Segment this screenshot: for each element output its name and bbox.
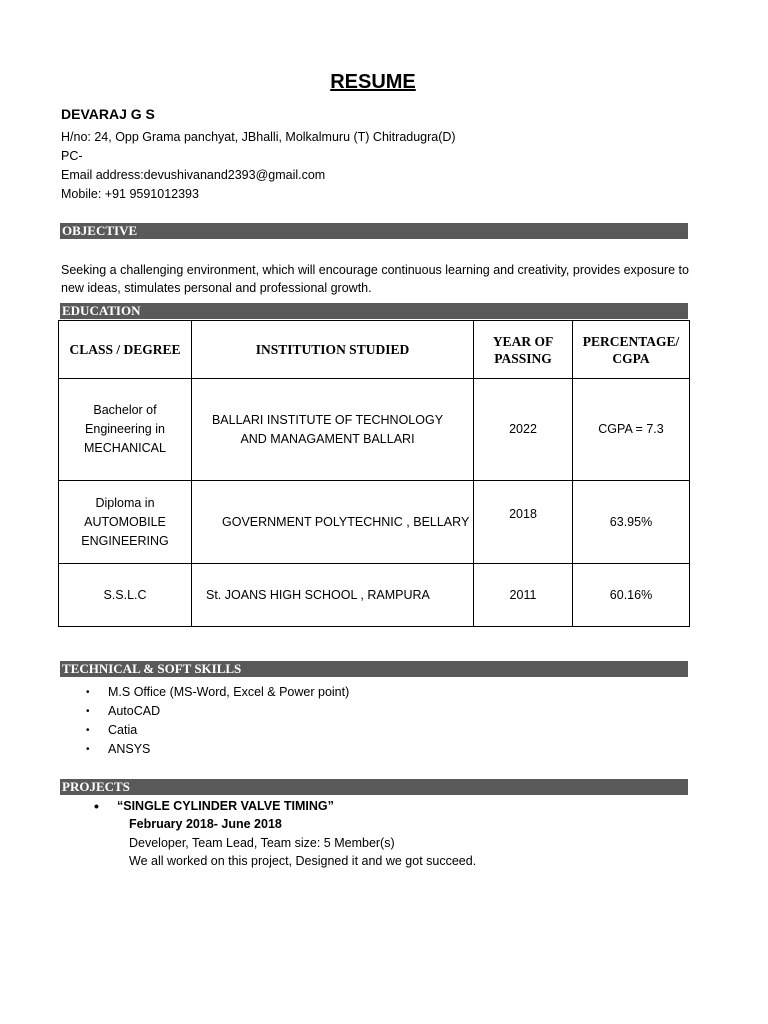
table-row [59, 379, 690, 481]
degree-cell: Diploma in AUTOMOBILE ENGINEERING [59, 481, 192, 564]
score-cell: 60.16% [573, 564, 690, 627]
pc-line: PC- [61, 149, 83, 163]
skills-list [86, 683, 349, 759]
year-cell: 2018 [474, 481, 573, 564]
project-role: Developer, Team Lead, Team size: 5 Member(s) [129, 835, 395, 850]
year-cell: 2022 [474, 379, 573, 481]
institution-cell: St. JOANS HIGH SCHOOL , RAMPURA [192, 564, 474, 627]
degree-cell: S.S.L.C [59, 564, 192, 627]
col-header-institution: INSTITUTION STUDIED [192, 321, 474, 379]
col-header-year: YEAR OF PASSING [474, 321, 573, 379]
objective-text: Seeking a challenging environment, which will encourage continuous learning and creativity, provides exposure to new ideas, stimulates personal and professional growth. [61, 263, 689, 295]
score-cell: CGPA = 7.3 [573, 379, 690, 481]
projects-heading: PROJECTS [60, 779, 688, 795]
project-duration: February 2018- June 2018 [129, 817, 282, 831]
table-row [59, 481, 690, 564]
email-line: Email address:devushivanand2393@gmail.com [61, 168, 326, 182]
list-item: • ANSYS [86, 740, 349, 759]
col-header-degree: CLASS / DEGREE [59, 321, 192, 379]
objective-heading: OBJECTIVE [60, 223, 688, 239]
year-cell: 2011 [474, 564, 573, 627]
education-header-row [59, 321, 690, 379]
institution-cell: GOVERNMENT POLYTECHNIC , BELLARY [192, 481, 474, 564]
degree-cell: Bachelor of Engineering in MECHANICAL [59, 379, 192, 481]
document-title: RESUME [330, 71, 416, 93]
list-item: • AutoCAD [86, 702, 349, 721]
candidate-name: DEVARAJ G S [61, 106, 155, 122]
project-description: We all worked on this project, Designed it and we got succeed. [129, 854, 477, 868]
institution-cell: BALLARI INSTITUTE OF TECHNOLOGY AND MANAGAMENT BALLARI [192, 379, 474, 481]
col-header-score: PERCENTAGE/ CGPA [573, 321, 690, 379]
education-table [58, 320, 690, 627]
education-heading: EDUCATION [60, 303, 688, 319]
skills-heading: TECHNICAL & SOFT SKILLS [60, 661, 688, 677]
list-item: • M.S Office (MS-Word, Excel & Power point) [86, 683, 349, 702]
project-item [94, 797, 476, 871]
address-line: H/no: 24, Opp Grama panchyat, JBhalli, Molkalmuru (T) Chitradugra(D) [61, 130, 456, 144]
project-title: • “SINGLE CYLINDER VALVE TIMING” [94, 797, 476, 815]
table-row [59, 564, 690, 627]
list-item: • Catia [86, 721, 349, 740]
score-cell: 63.95% [573, 481, 690, 564]
mobile-line: Mobile: +91 9591012393 [61, 187, 199, 201]
